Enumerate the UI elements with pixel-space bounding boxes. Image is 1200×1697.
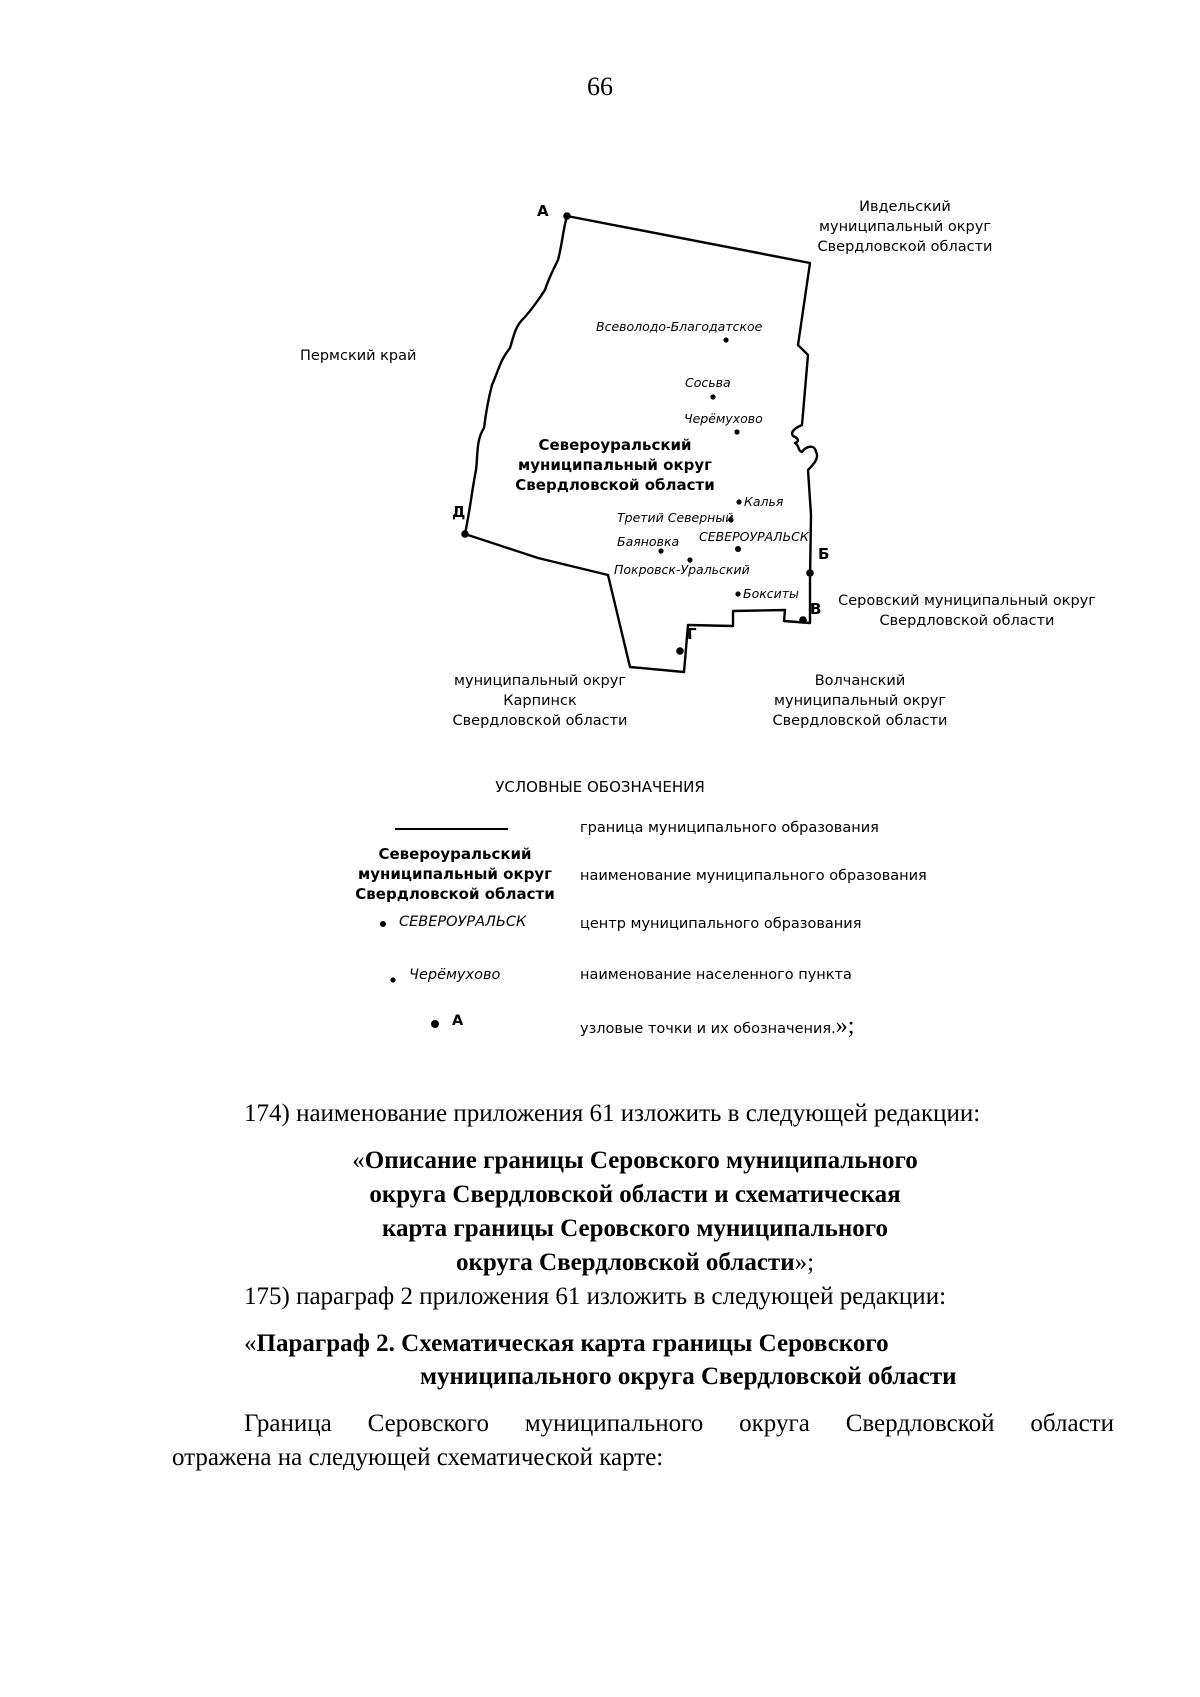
- settlement-dot-boksity: [735, 591, 740, 596]
- open-quote: «: [352, 1147, 365, 1174]
- legend-border-desc: граница муниципального образования: [580, 820, 879, 836]
- paragraph-2-title-line-1: [244, 1327, 889, 1361]
- legend-settlement-desc: наименование населенного пункта: [580, 967, 852, 983]
- annex-61-title-line-2: округа Свердловской области и схематическая: [369, 1181, 901, 1208]
- annex-61-title-line-3: карта границы Серовского муниципального: [381, 1215, 889, 1242]
- neighbor-ivdel-line: Ивдельский: [859, 199, 951, 215]
- node-v-label: В: [810, 600, 822, 618]
- annex-61-title-line-4: [200, 1246, 1070, 1280]
- legend-center-symbol: СЕВЕРОУРАЛЬСК: [399, 914, 527, 930]
- annex-61-title-text: Описание границы Серовского муниципального: [364, 1147, 918, 1174]
- settlement-bayanovka: Баяновка: [617, 534, 680, 549]
- legend-settlement-dot: [390, 977, 395, 982]
- node-g-dot: [676, 647, 684, 655]
- settlement-dot-sosva: [710, 394, 715, 399]
- legend-name-symbol-line: Свердловской области: [355, 885, 555, 903]
- node-a-label: А: [537, 202, 549, 220]
- annex-61-title: [200, 1144, 1070, 1280]
- neighbor-volchansk-line: Волчанский: [814, 673, 906, 689]
- legend-center-desc: центр муниципального образования: [580, 916, 862, 932]
- neighbor-serov: [832, 591, 1102, 631]
- neighbor-perm: Пермский край: [300, 348, 417, 364]
- open-quote: «: [244, 1330, 257, 1357]
- node-g-label: Г: [687, 625, 697, 643]
- neighbor-karpinsk-line: Свердловской области: [452, 713, 628, 729]
- legend-settlement-symbol: Черёмухово: [409, 967, 501, 983]
- annex-61-title-text: округа Свердловской области: [455, 1249, 795, 1276]
- neighbor-karpinsk-line: муниципальный округ: [454, 673, 626, 689]
- paragraph-2-title-line-2: муниципального округа Свердловской области: [420, 1363, 957, 1390]
- district-name-line: муниципальный округ: [518, 456, 712, 474]
- neighbor-ivdel-line: Свердловской области: [817, 239, 993, 255]
- item-175: 175) параграф 2 приложения 61 изложить в следующей редакции:: [244, 1283, 947, 1310]
- district-name-line: Свердловской области: [515, 476, 715, 494]
- legend-node-dot: [431, 1020, 439, 1028]
- neighbor-karpinsk: [435, 671, 645, 731]
- settlement-boksity: Бокситы: [743, 586, 799, 601]
- legend-node-symbol: А: [452, 1013, 464, 1029]
- legend-center-dot: [380, 921, 386, 927]
- legend-node-desc-text: узловые точки и их обозначения.: [580, 1021, 836, 1037]
- body-text-line-1: Граница Серовского муниципального округа Свердловской области: [244, 1410, 1114, 1437]
- neighbor-volchansk-line: Свердловской области: [772, 713, 948, 729]
- legend-name-symbol-line: муниципальный округ: [358, 865, 552, 883]
- body-text-line-2: отражена на следующей схематической карте:: [172, 1444, 664, 1471]
- settlement-dot-kalya: [736, 499, 741, 504]
- settlement-pokrovsk: Покровск-Уральский: [614, 562, 750, 577]
- neighbor-karpinsk-line: Карпинск: [503, 693, 577, 709]
- neighbor-volchansk: [755, 671, 965, 731]
- legend-name-symbol-line: Североуральский: [378, 845, 532, 863]
- paragraph-2-title-text: Параграф 2. Схематическая карта границы Серовского: [256, 1330, 889, 1357]
- settlement-kalya: Калья: [744, 494, 784, 509]
- node-v-dot: [799, 616, 807, 624]
- settlement-center: СЕВЕРОУРАЛЬСК: [699, 529, 809, 544]
- settlement-tretiy: Третий Северный: [617, 510, 734, 525]
- district-name: [495, 435, 735, 495]
- node-a-dot: [563, 212, 571, 220]
- settlement-sosva: Сосьва: [685, 375, 731, 390]
- page-number: 66: [587, 72, 613, 101]
- neighbor-ivdel: [800, 197, 1010, 257]
- settlement-dot-cheremukhovo: [734, 429, 739, 434]
- district-name-line: Североуральский: [538, 436, 692, 454]
- settlement-vsevolodo: Всеволодо-Благодатское: [596, 319, 763, 334]
- settlement-dot-center: [735, 546, 741, 552]
- settlement-cheremukhovo: Черёмухово: [684, 411, 763, 426]
- node-d-label: Д: [452, 503, 466, 521]
- settlement-dot-vsevolodo: [723, 337, 728, 342]
- legend-name-desc: наименование муниципального образования: [580, 868, 927, 884]
- item-174: 174) наименование приложения 61 изложить в следующей редакции:: [244, 1100, 981, 1127]
- node-d-dot: [461, 530, 469, 538]
- legend-name-symbol: [340, 844, 570, 904]
- legend-node-desc: [580, 1013, 854, 1040]
- node-b-label: Б: [818, 545, 830, 563]
- neighbor-ivdel-line: муниципальный округ: [819, 219, 991, 235]
- close-quote: »;: [794, 1249, 815, 1276]
- node-b-dot: [806, 569, 814, 577]
- neighbor-serov-line: Серовский муниципальный округ: [838, 593, 1096, 609]
- legend-node-desc-suffix: »;: [835, 1013, 855, 1039]
- annex-61-title-line-1: [200, 1144, 1070, 1178]
- legend-title: УСЛОВНЫЕ ОБОЗНАЧЕНИЯ: [495, 778, 705, 796]
- settlement-dot-bayanovka: [658, 548, 663, 553]
- neighbor-volchansk-line: муниципальный округ: [774, 693, 946, 709]
- neighbor-serov-line: Свердловской области: [879, 613, 1055, 629]
